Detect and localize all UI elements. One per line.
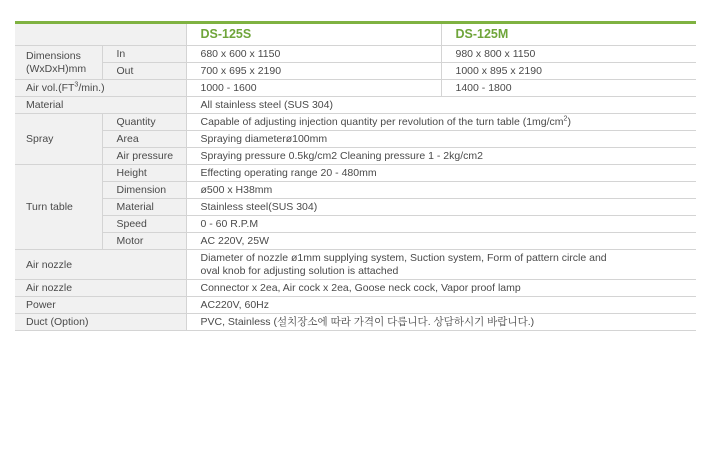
dimensions-in-ds125m: 980 x 800 x 1150 xyxy=(441,46,696,63)
row-material xyxy=(15,97,696,114)
row-dimensions-out xyxy=(15,63,696,80)
row-turn-table-dimension xyxy=(15,182,696,199)
row-air-vol xyxy=(15,80,696,97)
header-row xyxy=(15,23,696,46)
row-spray-air-pressure xyxy=(15,148,696,165)
spray-area-label: Area xyxy=(102,131,186,148)
spray-label: Spray xyxy=(15,114,102,165)
model-ds125m-header: DS-125M xyxy=(441,23,696,46)
row-duct xyxy=(15,314,696,331)
row-air-nozzle-1 xyxy=(15,250,696,280)
row-dimensions-in xyxy=(15,46,696,63)
dimensions-out-ds125s: 700 x 695 x 2190 xyxy=(186,63,441,80)
turn-table-material-value: Stainless steel(SUS 304) xyxy=(186,199,696,216)
dimensions-in-label: In xyxy=(102,46,186,63)
turn-table-motor-value: AC 220V, 25W xyxy=(186,233,696,250)
row-power xyxy=(15,297,696,314)
air-nozzle-1-line1: Diameter of nozzle ø1mm supplying system, Suction system, Form of pattern circle and xyxy=(200,252,607,264)
header-blank-cell xyxy=(15,23,186,46)
model-ds125s-header: DS-125S xyxy=(186,23,441,46)
dimensions-in-ds125s: 680 x 600 x 1150 xyxy=(186,46,441,63)
dimensions-label: Dimensions (WxDxH)mm xyxy=(15,46,102,80)
air-nozzle-2-value: Connector x 2ea, Air cock x 2ea, Goose neck cock, Vapor proof lamp xyxy=(186,280,696,297)
turn-table-height-value: Effecting operating range 20 - 480mm xyxy=(186,165,696,182)
row-air-nozzle-2 xyxy=(15,280,696,297)
air-nozzle-1-line2: oval knob for adjusting solution is attached xyxy=(200,265,399,277)
row-spray-area xyxy=(15,131,696,148)
row-turn-table-motor xyxy=(15,233,696,250)
air-nozzle-1-value xyxy=(186,250,696,280)
air-nozzle-1-label: Air nozzle xyxy=(15,250,186,280)
turn-table-dimension-value: ø500 x H38mm xyxy=(186,182,696,199)
turn-table-speed-value: 0 - 60 R.P.M xyxy=(186,216,696,233)
air-vol-ds125s: 1000 - 1600 xyxy=(186,80,441,97)
spray-air-pressure-value: Spraying pressure 0.5kg/cm2 Cleaning pressure 1 - 2kg/cm2 xyxy=(186,148,696,165)
duct-label: Duct (Option) xyxy=(15,314,186,331)
turn-table-height-label: Height xyxy=(102,165,186,182)
row-turn-table-speed xyxy=(15,216,696,233)
dimensions-out-ds125m: 1000 x 895 x 2190 xyxy=(441,63,696,80)
spray-quantity-label: Quantity xyxy=(102,114,186,131)
turn-table-material-label: Material xyxy=(102,199,186,216)
spec-table xyxy=(15,21,696,331)
material-label: Material xyxy=(15,97,186,114)
row-spray-quantity xyxy=(15,114,696,131)
row-turn-table-height xyxy=(15,165,696,182)
turn-table-motor-label: Motor xyxy=(102,233,186,250)
material-value: All stainless steel (SUS 304) xyxy=(186,97,696,114)
power-label: Power xyxy=(15,297,186,314)
air-vol-ds125m: 1400 - 1800 xyxy=(441,80,696,97)
duct-value: PVC, Stainless (설치장소에 따라 가격이 다릅니다. 상담하시기 바랍니다.) xyxy=(186,314,696,331)
power-value: AC220V, 60Hz xyxy=(186,297,696,314)
air-nozzle-2-label: Air nozzle xyxy=(15,280,186,297)
turn-table-dimension-label: Dimension xyxy=(102,182,186,199)
spray-quantity-value: Capable of adjusting injection quantity per revolution of the turn table $(1mg/cm^2)$ xyxy=(186,114,696,131)
turn-table-speed-label: Speed xyxy=(102,216,186,233)
dimensions-out-label: Out xyxy=(102,63,186,80)
air-vol-label: Air $vol.(FT^3/\min.)$ xyxy=(15,80,186,97)
turn-table-label: Turn table xyxy=(15,165,102,250)
row-turn-table-material xyxy=(15,199,696,216)
spray-area-value: Spraying diameterø100mm xyxy=(186,131,696,148)
spray-air-pressure-label: Air pressure xyxy=(102,148,186,165)
